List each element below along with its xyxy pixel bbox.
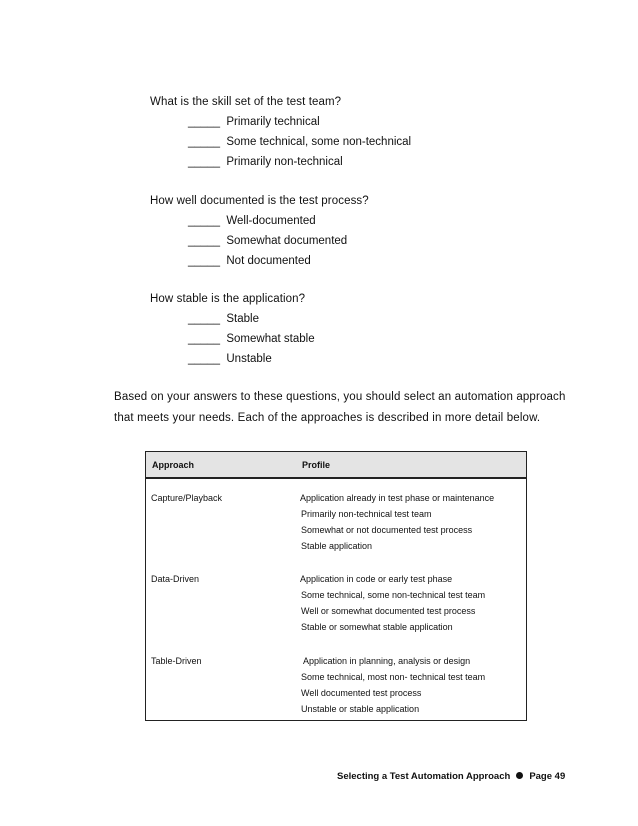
row-profile-line: Stable application — [301, 541, 373, 551]
question-skill-set: What is the skill set of the test team? — [150, 96, 342, 108]
table-header — [146, 451, 526, 479]
row-approach: Table-Driven — [151, 656, 202, 666]
option-somewhat-stable: _____ Somewhat stable — [188, 333, 315, 345]
row-profile-line: Some technical, most non- technical test team — [301, 672, 486, 682]
page-footer — [337, 771, 565, 782]
row-profile-line: Somewhat or not documented test process — [301, 525, 473, 535]
footer-page-number: Page 49 — [529, 771, 566, 782]
header-approach: Approach — [152, 460, 195, 470]
paragraph-line-1: Based on your answers to these questions, you should select an automation approach — [114, 391, 566, 403]
row-profile-line: Well or somewhat documented test process — [301, 606, 476, 616]
row-profile-line: Application in code or early test phase — [300, 574, 453, 584]
option-primarily-non-technical: _____ Primarily non-technical — [188, 156, 343, 168]
row-profile-line: Well documented test process — [301, 688, 422, 698]
header-profile: Profile — [302, 460, 331, 470]
row-profile-line: Unstable or stable application — [301, 704, 420, 714]
option-well-documented: _____ Well-documented — [188, 215, 316, 227]
option-primarily-technical: _____ Primarily technical — [188, 116, 320, 128]
option-not-documented: _____ Not documented — [188, 255, 311, 267]
row-approach: Capture/Playback — [151, 493, 223, 503]
option-some-technical: _____ Some technical, some non-technical — [188, 136, 412, 148]
bullet-icon — [516, 772, 523, 779]
question-stability: How stable is the application? — [150, 293, 306, 305]
option-stable: _____ Stable — [188, 313, 259, 325]
row-profile-line: Application in planning, analysis or design — [303, 656, 471, 666]
row-profile-line: Application already in test phase or maintenance — [300, 493, 495, 503]
row-profile-line: Some technical, some non-technical test team — [301, 590, 486, 600]
question-documentation: How well documented is the test process? — [150, 195, 369, 207]
option-unstable: _____ Unstable — [188, 353, 272, 365]
approach-table — [145, 451, 527, 721]
row-approach: Data-Driven — [151, 574, 200, 584]
footer-title: Selecting a Test Automation Approach — [337, 771, 511, 782]
row-profile-line: Primarily non-technical test team — [301, 509, 432, 519]
option-somewhat-documented: _____ Somewhat documented — [188, 235, 348, 247]
paragraph-line-2: that meets your needs. Each of the approaches is described in more detail below. — [114, 412, 541, 424]
row-profile-line: Stable or somewhat stable application — [301, 622, 453, 632]
